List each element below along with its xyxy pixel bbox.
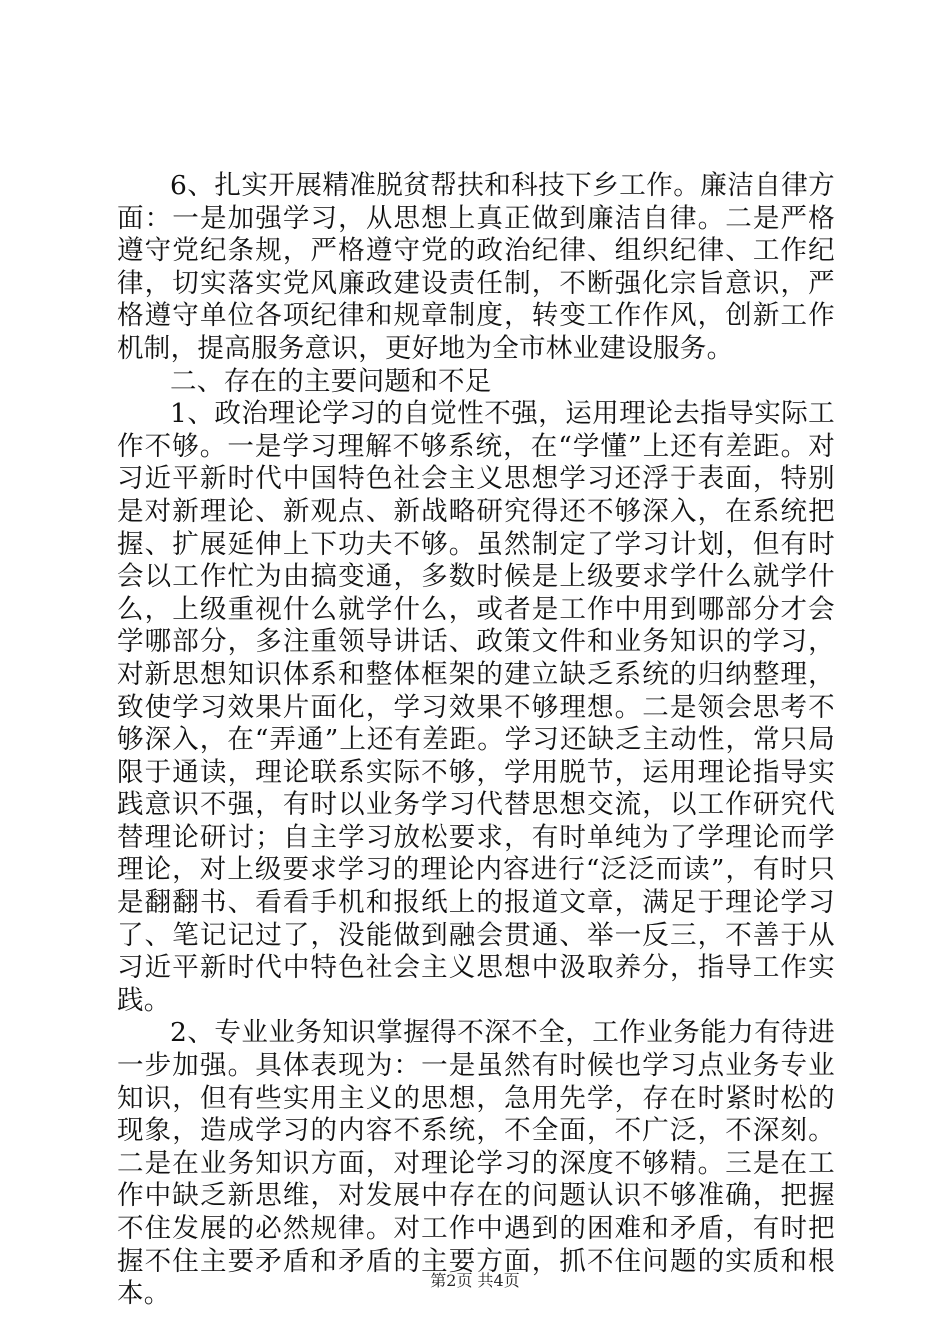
paragraph-problem-1: 1、政治理论学习的自觉性不强，运用理论去指导实际工作不够。一是学习理解不够系统，在“学懂”上还有差距。对习近平新时代中国特色社会主义思想学习还浮于表面，特别是对新理论、新观点、新战略研究得还不够深入，在系统把握、扩展延伸上下功夫不够。虽然制定了学习计划，但有时会以工作忙为由搞变通，多数时候是上级要求学什么就学什么，上级重视什么就学什么，或者是工作中用到哪部分才会学哪部分，多注重领导讲话、政策文件和业务知识的学习，对新思想知识体系和整体框架的建立缺乏系统的归纳整理，致使学习效果片面化，学习效果不够理想。二是领会思考不够深入，在“弄通”上还有差距。学习还缺乏主动性，常只局限于通读，理论联系实际不够，学用脱节，运用理论指导实践意识不强，有时以业务学习代替思想交流，以工作研究代替理论研讨；自主学习放松要求，有时单纯为了学理论而学理论，对上级要求学习的理论内容进行“泛泛而读”，有时只是翻翻书、看看手机和报纸上的报道文章，满足于理论学习了、笔记记过了，没能做到融会贯通、举一反三，不善于从习近平新时代中特色社会主义思想中汲取养分，指导工作实践。: [117, 398, 835, 1016]
paragraph-integrity: 6、扎实开展精准脱贫帮扶和科技下乡工作。廉洁自律方面：一是加强学习，从思想上真正做到廉洁自律。二是严格遵守党纪条规，严格遵守党的政治纪律、组织纪律、工作纪律，切实落实党风廉政建设责任制，不断强化宗旨意识，严格遵守单位各项纪律和规章制度，转变工作作风，创新工作机制，提高服务意识，更好地为全市林业建设服务。: [117, 170, 835, 364]
section-heading-problems: 二、存在的主要问题和不足: [170, 365, 492, 397]
page-footer: 第2页 共4页: [430, 1271, 520, 1290]
document-body: [117, 170, 835, 1311]
paragraph-problem-2: 2、专业业务知识掌握得不深不全，工作业务能力有待进一步加强。具体表现为：一是虽然有时候也学习点业务专业知识，但有些实用主义的思想，急用先学，存在时紧时松的现象，造成学习的内容不系统，不全面，不广泛，不深刻。二是在业务知识方面，对理论学习的深度不够精。三是在工作中缺乏新思维，对发展中存在的问题认识不够准确，把握不住发展的必然规律。对工作中遇到的困难和矛盾，有时把握不住主要矛盾和矛盾的主要方面，抓不住问题的实质和根本。: [117, 1017, 835, 1310]
